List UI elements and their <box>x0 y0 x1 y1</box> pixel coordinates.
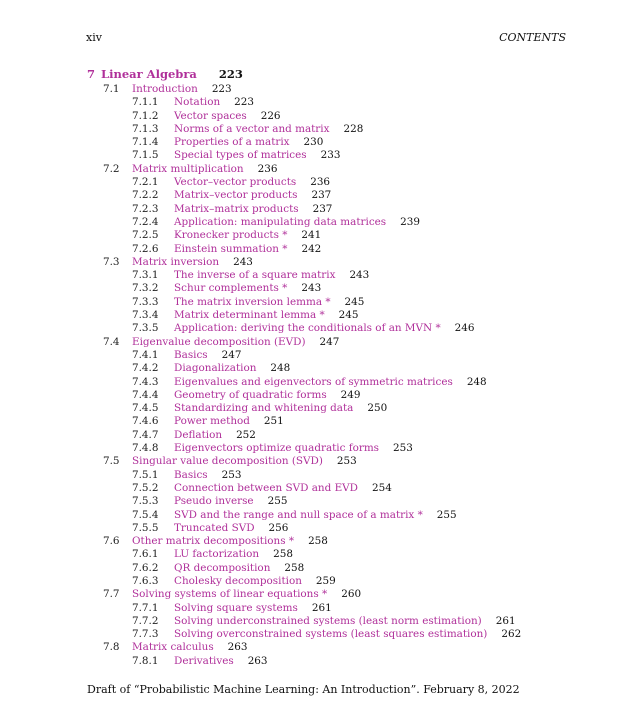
toc-section-entry[interactable] <box>0 535 640 548</box>
toc-entry-title-text: Vector spaces <box>174 109 247 122</box>
toc-entry-page: 245 <box>338 309 359 322</box>
toc-entry-title-text: Solving overconstrained systems (least squares estimation) <box>174 628 488 641</box>
toc-entry-page: 249 <box>340 388 361 401</box>
toc-entry-title-text: Notation <box>174 96 221 109</box>
toc-entry-title-link[interactable] <box>174 282 321 295</box>
toc-entry-number: 7.6.3 <box>132 574 159 587</box>
toc-section-entry[interactable] <box>0 641 640 654</box>
toc-entry-page: 254 <box>372 481 392 494</box>
toc-subsection-entry[interactable] <box>0 96 640 109</box>
toc-entry-title-link[interactable] <box>132 163 277 176</box>
chapter-number: 7 <box>87 67 96 81</box>
toc-entry-title-text: Diagonalization <box>174 362 257 375</box>
toc-entry-title-text: Application: manipulating data matrices <box>174 215 387 228</box>
toc-section-entry[interactable] <box>0 588 640 601</box>
toc-subsection-entry[interactable] <box>0 110 640 123</box>
toc-entry-number: 7.8 <box>103 641 120 654</box>
toc-entry-number: 7.4.1 <box>132 348 159 361</box>
page-footer: Draft of “Probabilistic Machine Learning: An Introduction”. February 8, 2022 <box>87 683 520 696</box>
toc-entry-title-link[interactable] <box>174 362 290 375</box>
toc-entry-title-link[interactable] <box>174 402 387 415</box>
toc-entry-title-link[interactable] <box>132 641 248 654</box>
toc-entry-page: 248 <box>466 375 487 388</box>
toc-entry-number: 7.4.3 <box>132 375 159 388</box>
toc-subsection-entry[interactable] <box>0 469 640 482</box>
toc-entry-page: 256 <box>268 521 289 534</box>
toc-entry-title-link[interactable] <box>174 509 457 522</box>
toc-entry-number: 7.7.3 <box>132 628 159 641</box>
toc-entry-number: 7.2.2 <box>132 189 159 202</box>
toc-entry-number: 7.4.6 <box>132 415 159 428</box>
toc-entry-title-link[interactable] <box>174 349 241 362</box>
toc-entry-title-link[interactable] <box>132 535 328 548</box>
toc-subsection-entry[interactable] <box>0 495 640 508</box>
toc-entry-title-link[interactable] <box>174 176 330 189</box>
toc-entry-page: 255 <box>436 508 457 521</box>
toc-subsection-entry[interactable] <box>0 282 640 295</box>
toc-subsection-entry[interactable] <box>0 216 640 229</box>
toc-entry-title-text: Deflation <box>174 428 223 441</box>
toc-entry-number: 7.7.1 <box>132 601 159 614</box>
toc-subsection-entry[interactable] <box>0 402 640 415</box>
toc-entry-number: 7.2.4 <box>132 215 159 228</box>
toc-subsection-entry[interactable] <box>0 349 640 362</box>
toc-entry-number: 7.4.2 <box>132 362 159 375</box>
toc-entry-title-link[interactable] <box>174 495 287 508</box>
toc-entry-title-link[interactable] <box>174 442 413 455</box>
toc-entry-number: 7.1.3 <box>132 122 159 135</box>
toc-entry-title-text: Singular value decomposition (SVD) <box>132 455 323 468</box>
toc-entry-number: 7.5.2 <box>132 481 159 494</box>
toc-entry-title-link[interactable] <box>174 309 359 322</box>
toc-entry-title-link[interactable] <box>174 229 321 242</box>
toc-entry-number: 7.7.2 <box>132 614 159 627</box>
toc-entry-number: 7.7 <box>103 588 120 601</box>
toc-entry-page: 245 <box>344 295 365 308</box>
toc-entry-page: 241 <box>301 229 322 242</box>
toc-entry-page: 253 <box>221 468 242 481</box>
toc-entry-page: 228 <box>343 122 364 135</box>
toc-entry-title-link[interactable] <box>174 628 521 641</box>
toc-entry-number: 7.3.2 <box>132 282 159 295</box>
toc-entry-title-link[interactable] <box>174 415 284 428</box>
toc-entry-number: 7.4.5 <box>132 402 159 415</box>
toc-entry-number: 7.5 <box>103 455 120 468</box>
toc-entry-page: 223 <box>211 83 232 95</box>
toc-entry-title-link[interactable] <box>174 429 256 442</box>
toc-subsection-entry[interactable] <box>0 575 640 588</box>
toc-entry-title-text: Geometry of quadratic forms <box>174 388 327 401</box>
toc-subsection-entry[interactable] <box>0 203 640 216</box>
toc-entry-page: 250 <box>367 402 388 415</box>
toc-section-entry[interactable] <box>0 256 640 269</box>
toc-entry-page: 259 <box>315 574 336 587</box>
toc-entry-page: 253 <box>393 442 413 455</box>
toc-entry-title-text: The matrix inversion lemma * <box>174 295 331 308</box>
toc-subsection-entry[interactable] <box>0 362 640 375</box>
toc-entry-number: 7.2.6 <box>132 242 159 255</box>
toc-entry-title-text: Basics <box>174 348 208 361</box>
toc-entry-title-text: Basics <box>174 468 208 481</box>
toc-subsection-entry[interactable] <box>0 509 640 522</box>
toc-subsection-entry[interactable] <box>0 389 640 402</box>
toc-section-entry[interactable] <box>0 83 640 96</box>
toc-subsection-entry[interactable] <box>0 309 640 322</box>
toc-entry-title-text: Properties of a matrix <box>174 136 290 149</box>
toc-entry-title-link[interactable] <box>174 216 420 229</box>
toc-entry-number: 7.4.8 <box>132 442 159 455</box>
toc-entry-page: 246 <box>454 322 475 335</box>
toc-entry-title-link[interactable] <box>132 256 253 269</box>
toc-entry-title-link[interactable] <box>174 376 487 389</box>
toc-entry-title-link[interactable] <box>174 269 369 282</box>
toc-entry-page: 258 <box>308 535 328 548</box>
toc-entry-number: 7.4 <box>103 335 120 348</box>
toc-entry-title-link[interactable] <box>174 322 474 335</box>
toc-entry-page: 255 <box>267 495 288 508</box>
toc-entry-title-link[interactable] <box>174 482 392 495</box>
toc-entry-page: 237 <box>311 189 332 202</box>
toc-subsection-entry[interactable] <box>0 655 640 668</box>
toc-entry-title-text: Einstein summation * <box>174 242 288 255</box>
toc-subsection-entry[interactable] <box>0 136 640 149</box>
table-of-contents <box>0 83 640 668</box>
toc-entry-number: 7.8.1 <box>132 654 159 667</box>
toc-entry-title-text: Truncated SVD <box>174 521 255 534</box>
toc-entry-page: 239 <box>400 215 420 228</box>
toc-section-entry[interactable] <box>0 455 640 468</box>
toc-entry-title-link[interactable] <box>174 203 332 216</box>
chapter-title-link[interactable]: Linear Algebra <box>101 67 197 81</box>
toc-entry-title-text: Solving square systems <box>174 601 298 614</box>
toc-entry-title-text: Standardizing and whitening data <box>174 402 354 415</box>
toc-subsection-entry[interactable] <box>0 376 640 389</box>
toc-subsection-entry[interactable] <box>0 229 640 242</box>
toc-entry-number: 7.2.1 <box>132 176 159 189</box>
toc-entry-page: 243 <box>233 255 253 268</box>
chapter-entry[interactable] <box>87 67 243 81</box>
toc-entry-title-text: Solving systems of linear equations * <box>132 588 328 601</box>
toc-subsection-entry[interactable] <box>0 296 640 309</box>
toc-entry-title-text: Eigenvalue decomposition (EVD) <box>132 335 306 348</box>
toc-entry-page: 236 <box>310 176 331 189</box>
toc-entry-page: 263 <box>247 654 268 667</box>
toc-entry-number: 7.2.3 <box>132 202 159 215</box>
toc-entry-number: 7.3.3 <box>132 295 159 308</box>
toc-entry-page: 251 <box>263 415 284 428</box>
toc-entry-page: 253 <box>336 455 357 468</box>
toc-subsection-entry[interactable] <box>0 628 640 641</box>
toc-entry-number: 7.2.5 <box>132 229 159 242</box>
toc-entry-number: 7.5.4 <box>132 508 159 521</box>
chapter-page: 223 <box>218 67 243 81</box>
toc-entry-number: 7.3.4 <box>132 309 159 322</box>
toc-entry-number: 7.1.4 <box>132 136 159 149</box>
toc-entry-page: 261 <box>311 601 332 614</box>
toc-entry-title-link[interactable] <box>174 243 321 256</box>
toc-entry-number: 7.5.1 <box>132 468 159 481</box>
toc-entry-page: 258 <box>284 561 305 574</box>
toc-entry-page: 223 <box>234 96 255 109</box>
toc-entry-number: 7.2 <box>103 162 120 175</box>
toc-entry-title-text: Other matrix decompositions * <box>132 535 295 548</box>
toc-subsection-entry[interactable] <box>0 123 640 136</box>
toc-entry-number: 7.4.7 <box>132 428 159 441</box>
toc-subsection-entry[interactable] <box>0 322 640 335</box>
toc-entry-page: 243 <box>301 282 322 295</box>
toc-entry-number: 7.1.1 <box>132 96 159 109</box>
toc-section-entry[interactable] <box>0 336 640 349</box>
toc-entry-page: 237 <box>312 202 333 215</box>
toc-entry-title-link[interactable] <box>132 336 339 349</box>
toc-entry-title-text: Connection between SVD and EVD <box>174 481 358 494</box>
toc-entry-title-link[interactable] <box>174 469 241 482</box>
toc-entry-page: 247 <box>319 335 340 348</box>
toc-entry-title-text: Derivatives <box>174 654 234 667</box>
toc-subsection-entry[interactable] <box>0 243 640 256</box>
toc-entry-title-link[interactable] <box>132 588 361 601</box>
toc-entry-title-link[interactable] <box>174 296 364 309</box>
toc-entry-number: 7.1.2 <box>132 109 159 122</box>
toc-entry-title-text: Norms of a vector and matrix <box>174 122 330 135</box>
toc-subsection-entry[interactable] <box>0 429 640 442</box>
toc-entry-page: 262 <box>501 628 522 641</box>
toc-entry-title-link[interactable] <box>132 83 232 96</box>
toc-entry-title-link[interactable] <box>174 149 340 162</box>
toc-subsection-entry[interactable] <box>0 602 640 615</box>
toc-subsection-entry[interactable] <box>0 522 640 535</box>
toc-entry-title-text: SVD and the range and null space of a matrix * <box>174 508 423 521</box>
toc-entry-page: 242 <box>301 242 322 255</box>
page-number-roman: xiv <box>86 31 102 44</box>
toc-subsection-entry[interactable] <box>0 149 640 162</box>
toc-entry-title-link[interactable] <box>174 110 281 123</box>
toc-entry-title-text: Application: deriving the conditionals of an MVN * <box>174 322 441 335</box>
toc-subsection-entry[interactable] <box>0 176 640 189</box>
toc-entry-number: 7.6.1 <box>132 548 159 561</box>
toc-entry-title-link[interactable] <box>174 96 254 109</box>
toc-entry-number: 7.5.5 <box>132 521 159 534</box>
toc-entry-page: 233 <box>320 149 341 162</box>
toc-subsection-entry[interactable] <box>0 415 640 428</box>
toc-entry-number: 7.5.3 <box>132 495 159 508</box>
toc-entry-title-link[interactable] <box>174 602 332 615</box>
toc-subsection-entry[interactable] <box>0 269 640 282</box>
toc-entry-title-text: Matrix determinant lemma * <box>174 309 325 322</box>
toc-entry-title-text: Pseudo inverse <box>174 495 254 508</box>
toc-entry-page: 263 <box>227 641 248 654</box>
toc-entry-title-text: Eigenvectors optimize quadratic forms <box>174 442 380 455</box>
toc-entry-page: 261 <box>495 614 516 627</box>
toc-entry-page: 248 <box>270 362 291 375</box>
toc-entry-number: 7.4.4 <box>132 388 159 401</box>
toc-entry-number: 7.1.5 <box>132 149 159 162</box>
toc-entry-title-link[interactable] <box>174 123 363 136</box>
running-title: CONTENTS <box>499 31 566 44</box>
toc-entry-title-text: LU factorization <box>174 548 260 561</box>
toc-entry-title-link[interactable] <box>174 562 304 575</box>
toc-entry-title-text: Eigenvalues and eigenvectors of symmetric matrices <box>174 375 453 388</box>
toc-entry-page: 236 <box>257 162 278 175</box>
toc-entry-number: 7.3 <box>103 255 120 268</box>
toc-entry-title-text: Matrix–vector products <box>174 189 298 202</box>
toc-subsection-entry[interactable] <box>0 562 640 575</box>
toc-entry-page: 252 <box>236 428 256 441</box>
toc-section-entry[interactable] <box>0 163 640 176</box>
toc-entry-title-text: Power method <box>174 415 250 428</box>
toc-subsection-entry[interactable] <box>0 615 640 628</box>
toc-entry-page: 260 <box>341 588 362 601</box>
toc-entry-title-text: Matrix calculus <box>132 641 214 654</box>
toc-entry-title-text: Solving underconstrained systems (least norm estimation) <box>174 614 482 627</box>
toc-subsection-entry[interactable] <box>0 482 640 495</box>
toc-subsection-entry[interactable] <box>0 548 640 561</box>
toc-entry-title-text: The inverse of a square matrix <box>174 269 336 282</box>
toc-entry-number: 7.1 <box>103 83 120 95</box>
page-header <box>86 31 566 44</box>
toc-entry-title-link[interactable] <box>132 455 357 468</box>
toc-entry-title-link[interactable] <box>174 522 288 535</box>
toc-entry-number: 7.6.2 <box>132 561 159 574</box>
toc-subsection-entry[interactable] <box>0 442 640 455</box>
toc-entry-title-text: Special types of matrices <box>174 149 307 162</box>
toc-entry-title-link[interactable] <box>174 136 323 149</box>
toc-entry-title-text: Vector–vector products <box>174 176 297 189</box>
toc-entry-page: 247 <box>221 348 242 361</box>
toc-entry-title-text: Kronecker products * <box>174 229 288 242</box>
toc-subsection-entry[interactable] <box>0 189 640 202</box>
toc-entry-title-text: Matrix–matrix products <box>174 202 299 215</box>
toc-entry-title-link[interactable] <box>174 389 361 402</box>
toc-entry-title-text: Matrix inversion <box>132 255 220 268</box>
toc-entry-title-text: Schur complements * <box>174 282 288 295</box>
toc-entry-page: 230 <box>303 136 324 149</box>
toc-entry-title-link[interactable] <box>174 655 268 668</box>
toc-entry-title-text: Matrix multiplication <box>132 162 244 175</box>
toc-entry-title-text: Introduction <box>132 83 198 95</box>
toc-entry-title-text: QR decomposition <box>174 561 271 574</box>
toc-entry-title-link[interactable] <box>174 575 336 588</box>
toc-entry-number: 7.3.1 <box>132 269 159 282</box>
toc-entry-page: 226 <box>260 109 281 122</box>
toc-entry-number: 7.6 <box>103 535 120 548</box>
toc-entry-title-link[interactable] <box>174 548 293 561</box>
toc-entry-title-link[interactable] <box>174 189 331 202</box>
toc-entry-page: 258 <box>273 548 293 561</box>
toc-entry-number: 7.3.5 <box>132 322 159 335</box>
toc-entry-page: 243 <box>349 269 370 282</box>
toc-entry-title-text: Cholesky decomposition <box>174 574 302 587</box>
toc-entry-title-link[interactable] <box>174 615 516 628</box>
